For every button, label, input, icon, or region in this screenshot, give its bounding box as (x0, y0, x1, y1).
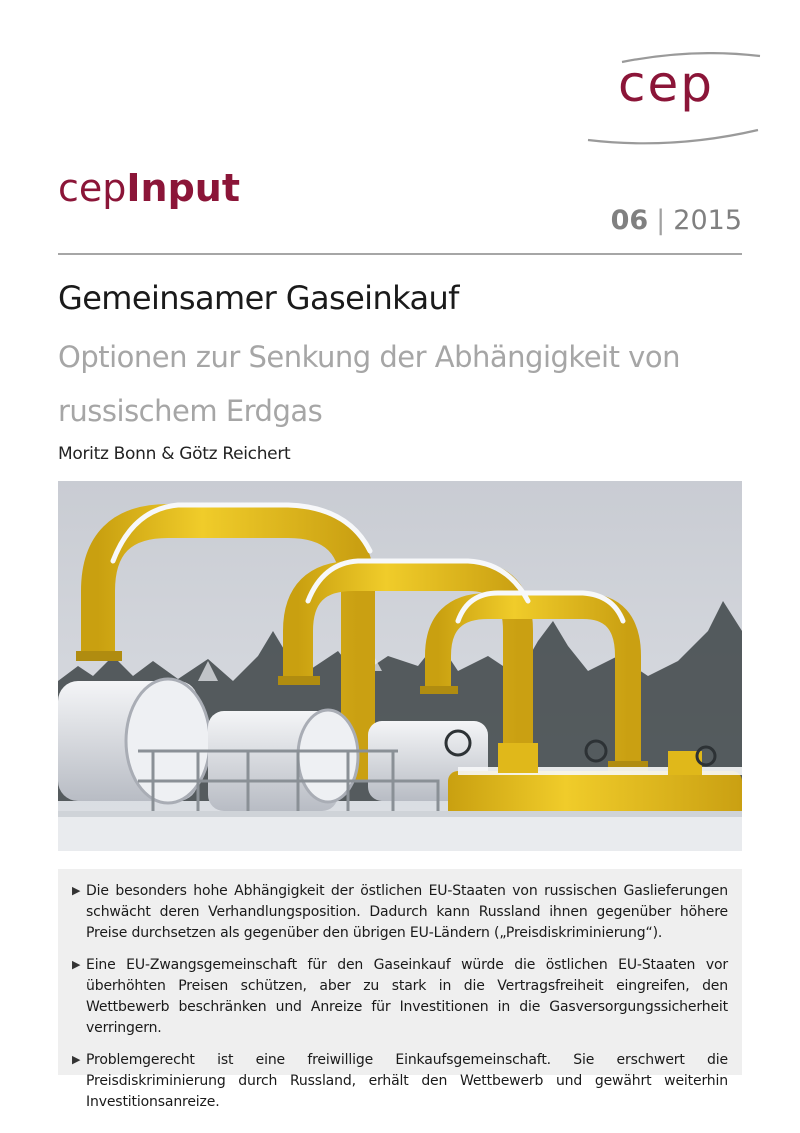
bullet-text: Eine EU-Zwangsgemeinschaft für den Gaseinkauf würde die östlichen EU-Staaten vor überhöhten Preisen schützen, aber zu stark in die Vertragsfreiheit eingreifen, den Wettbewerb beschränken und Anreize für Investitionen in die Gasversorgungssicherheit verringern. (86, 957, 728, 1036)
summary-bullet (72, 881, 728, 944)
issue-number (611, 205, 742, 237)
issue-separator: | (656, 205, 666, 236)
series-prefix: cep (58, 166, 127, 210)
bullet-text: Problemgerecht ist eine freiwillige Einkaufsgemeinschaft. Sie erschwert die Preisdiskriminierung durch Russland, erhält den Wettbewerb und gewährt weiterhin Investitionsanreize. (86, 1052, 728, 1110)
summary-bullet (72, 1050, 728, 1113)
bullet-text: Die besonders hohe Abhängigkeit der östlichen EU-Staaten von russischen Gaslieferungen schwächt deren Verhandlungsposition. Dadurch kann Russland ihnen gegenüber höhere Preise durchsetzen als gegenüber den übrigen EU-Ländern („Preisdiskriminierung“). (86, 883, 728, 941)
page-title: Gemeinsamer Gaseinkauf (58, 279, 459, 317)
summary-bullet (72, 955, 728, 1039)
logo-text: cep (618, 55, 714, 113)
series-name: Input (126, 166, 241, 210)
triangle-right-icon: ▶ (72, 959, 81, 971)
series-title (58, 166, 240, 210)
cep-logo (582, 52, 764, 152)
issue-year: 2015 (673, 205, 742, 236)
triangle-right-icon: ▶ (72, 885, 81, 897)
authors: Moritz Bonn & Götz Reichert (58, 444, 291, 464)
cover-photo (58, 481, 742, 851)
issue-num: 06 (610, 205, 649, 236)
triangle-right-icon: ▶ (72, 1054, 81, 1066)
page-subtitle: Optionen zur Senkung der Abhängigkeit von russischem Erdgas (58, 340, 680, 428)
header-divider (58, 253, 742, 255)
summary-box (58, 869, 742, 1110)
